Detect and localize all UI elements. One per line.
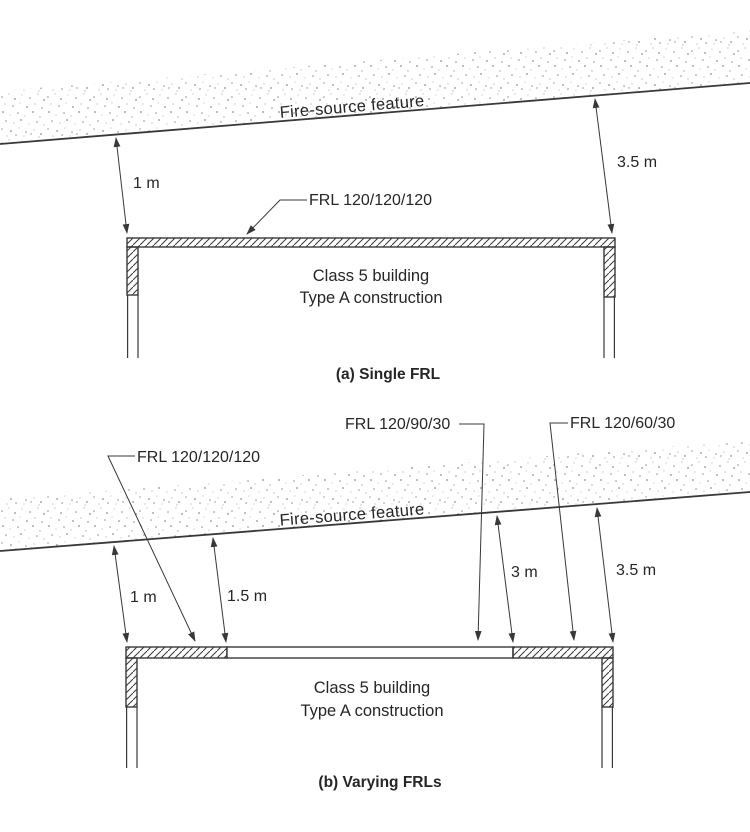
dimension-label-1m-b: 1 m — [130, 589, 157, 606]
dimension-arrow-1m-a — [116, 138, 127, 233]
dimension-arrow-3-5m-a — [595, 99, 612, 233]
caption-a: (a) Single FRL — [335, 366, 441, 383]
frl-callout-a — [247, 192, 432, 234]
dimension-arrow-1m-b — [114, 546, 127, 642]
dimension-3m-b — [497, 516, 538, 642]
fire-source-stipple-a — [0, 30, 750, 143]
diagram-b — [0, 415, 750, 791]
right-wall-hatched-b — [602, 658, 613, 707]
building-label-line2-a: Type A construction — [299, 289, 443, 307]
frl-label-left-b: FRL 120/120/120 — [137, 449, 261, 466]
frl-leader-left-b — [108, 456, 195, 641]
building-label-line1-a: Class 5 building — [312, 267, 430, 285]
frl-callout-middle-b — [345, 416, 484, 640]
dimension-1-5m-b — [213, 538, 267, 642]
fire-source-stipple-b — [0, 440, 750, 551]
dimension-label-3-5m-a: 3.5 m — [617, 154, 658, 171]
fire-source-label-a: Fire-source feature — [279, 92, 426, 122]
frl-label-middle-b: FRL 120/90/30 — [345, 416, 451, 433]
frl-label-a: FRL 120/120/120 — [309, 192, 433, 209]
dimension-label-1m-a: 1 m — [133, 175, 160, 192]
roof-slab-a — [127, 238, 615, 247]
left-wall-hatched-b — [126, 658, 137, 707]
building-a — [127, 238, 615, 358]
dimension-arrow-3-5m-b — [597, 508, 613, 642]
right-wall-hatched-a — [604, 247, 615, 297]
dimension-1m-a — [116, 138, 160, 233]
frl-leader-a — [247, 200, 307, 234]
roof-segment-left-hatched-b — [126, 647, 227, 658]
building-b — [126, 647, 613, 768]
frl-label-right-b: FRL 120/60/30 — [570, 415, 676, 432]
diagram-a — [0, 30, 750, 383]
dimension-label-1-5m-b: 1.5 m — [227, 588, 268, 605]
building-label-line2-b: Type A construction — [300, 702, 444, 720]
dimension-1m-b — [114, 546, 157, 642]
frl-callout-left-b — [108, 449, 260, 641]
dimension-label-3-5m-b: 3.5 m — [616, 562, 657, 579]
fire-source-band-a — [0, 30, 750, 144]
roof-segment-middle-plain-b — [227, 647, 513, 658]
fire-source-band-b — [0, 440, 750, 551]
caption-b: (b) Varying FRLs — [318, 774, 442, 791]
dimension-arrow-1-5m-b — [213, 538, 226, 642]
building-label-line1-b: Class 5 building — [313, 679, 431, 697]
dimension-3-5m-b — [597, 508, 656, 642]
left-wall-hatched-a — [127, 247, 138, 295]
dimension-label-3m-b: 3 m — [511, 564, 538, 581]
frl-leader-middle-b — [459, 424, 484, 640]
dimension-3-5m-a — [595, 99, 657, 233]
fire-source-label-b: Fire-source feature — [279, 500, 426, 530]
roof-segment-right-hatched-b — [513, 647, 613, 658]
